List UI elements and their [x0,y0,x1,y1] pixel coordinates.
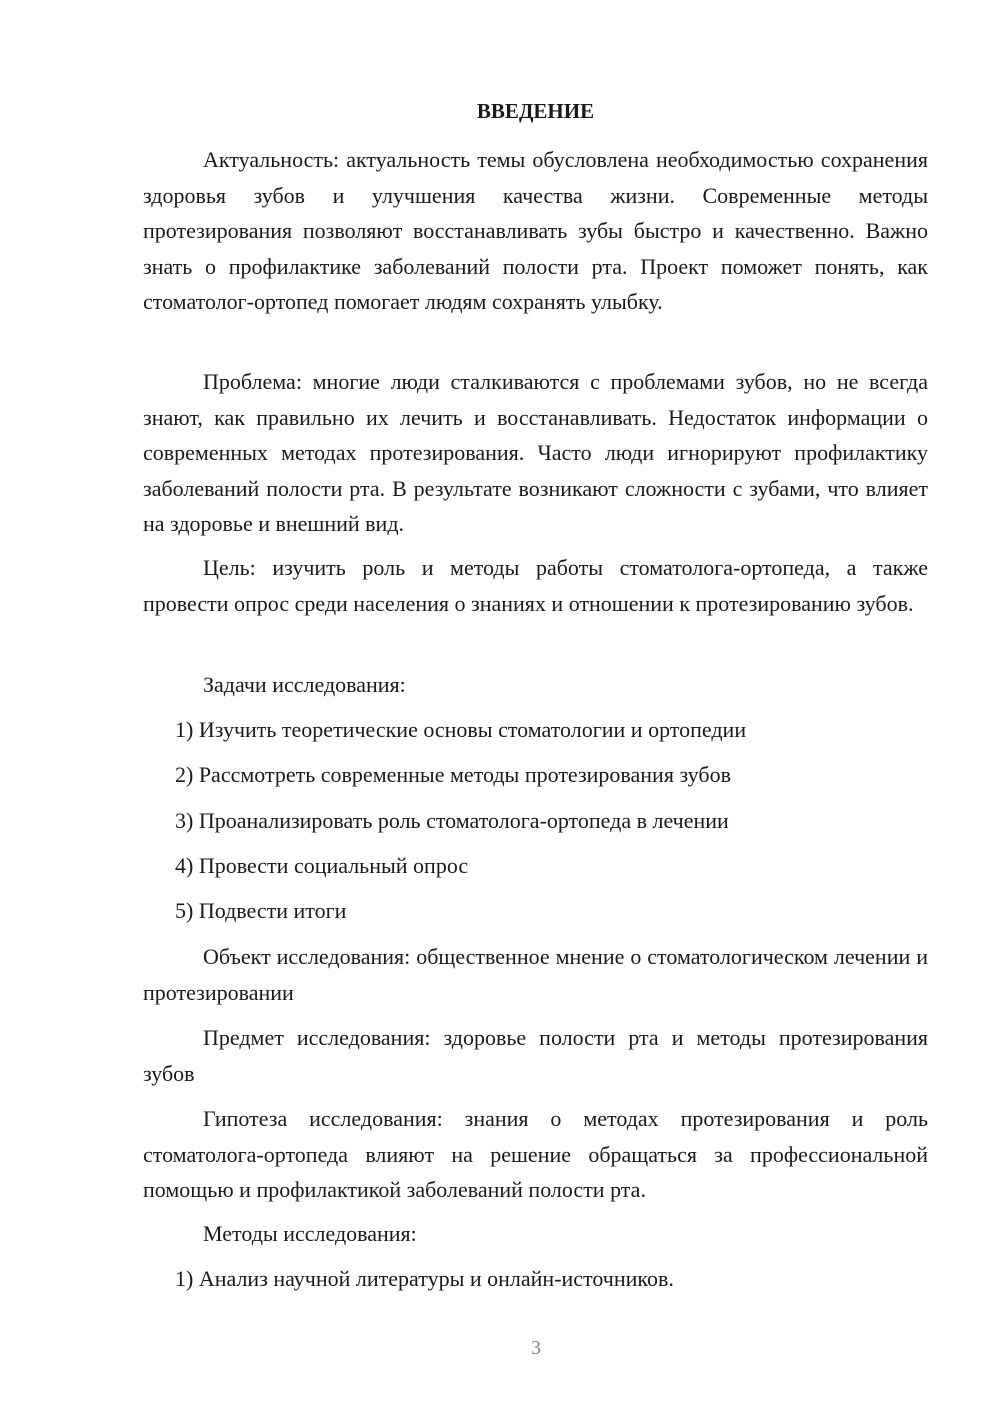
task-item: 5) Подвести итоги [175,898,347,923]
task-item: 3) Проанализировать роль стоматолога-ортопеда в лечении [175,808,729,833]
method-item: 1) Анализ научной литературы и онлайн-источников. [175,1266,674,1291]
page-number: 3 [531,1337,541,1359]
hypothesis-paragraph: Гипотеза исследования: знания о методах протезирования и роль стоматолога-ортопеда влияют на решение обращаться за профессиональной помощью и профилактикой заболеваний полости рта. [143,1106,928,1202]
task-item: 2) Рассмотреть современные методы протезирования зубов [175,762,731,787]
task-item: 1) Изучить теоретические основы стоматологии и ортопедии [175,717,747,742]
object-paragraph: Объект исследования: общественное мнение о стоматологическом лечении и протезировании [143,944,928,1005]
section-heading: ВВЕДЕНИЕ [476,99,595,123]
task-item: 4) Провести социальный опрос [175,853,469,878]
goal-paragraph: Цель: изучить роль и методы работы стоматолога-ортопеда, а также провести опрос среди населения о знаниях и отношении к протезированию зубов. [143,555,928,616]
subject-paragraph: Предмет исследования: здоровье полости рта и методы протезирования зубов [143,1025,928,1086]
methods-heading: Методы исследования: [203,1221,417,1246]
problem-paragraph: Проблема: многие люди сталкиваются с проблемами зубов, но не всегда знают, как правильно их лечить и восстанавливать. Недостаток информации о современных методах протезирования. Часто люди игнорируют профилактику заболеваний полости рта. В результате возникают сложности с зубами, что влияет на здоровье и внешний вид. [143,369,928,536]
tasks-heading: Задачи исследования: [203,672,406,697]
relevance-paragraph: Актуальность: актуальность темы обусловлена необходимостью сохранения здоровья зубов и улучшения качества жизни. Современные методы протезирования позволяют восстанавливать зубы быстро и качественно. Важно знать о профилактике заболеваний полости рта. Проект поможет понять, как стоматолог-ортопед помогает людям сохранять улыбку. [143,147,928,314]
